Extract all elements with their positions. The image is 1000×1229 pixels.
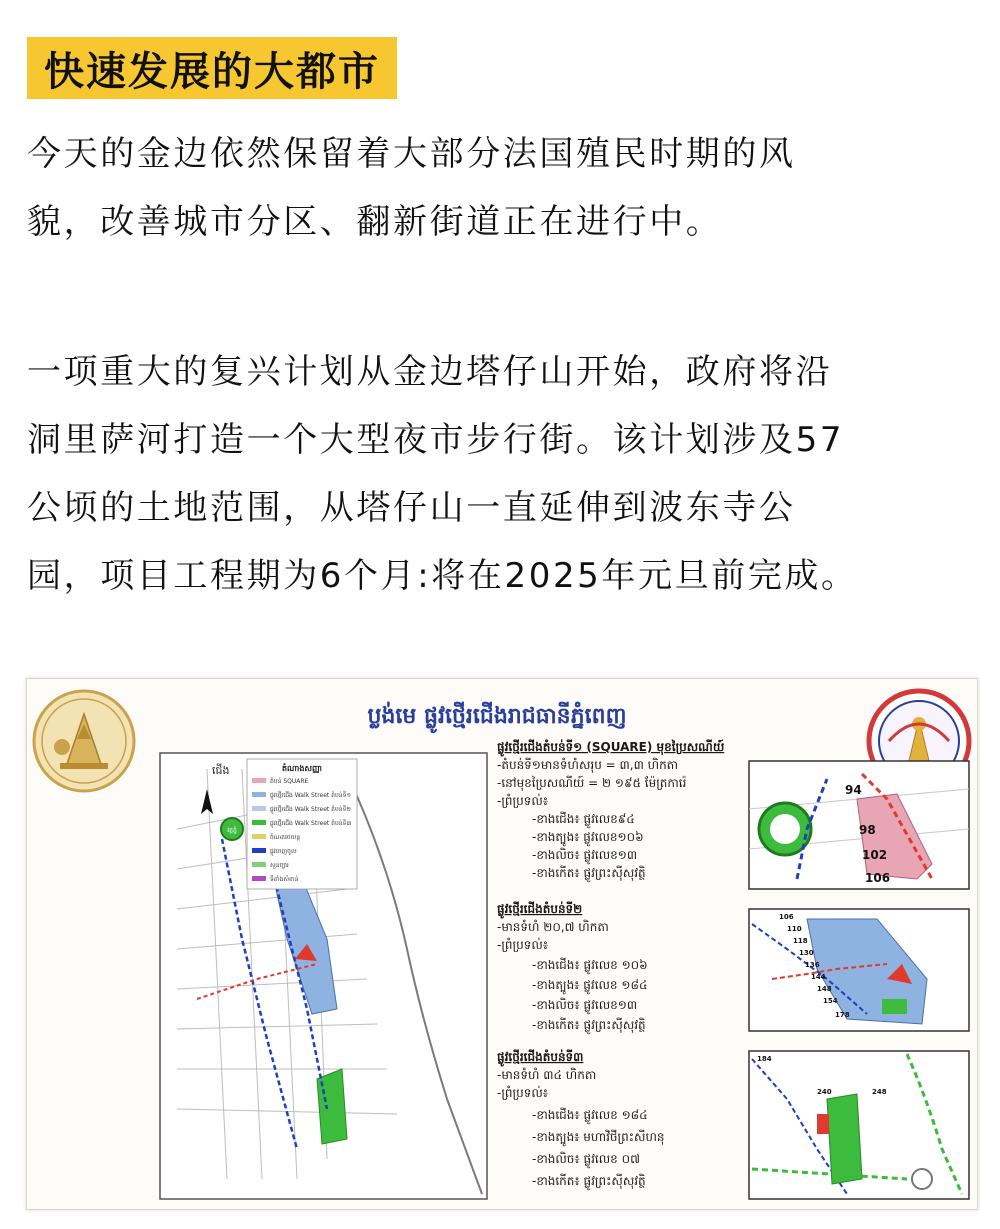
paragraph-line: 公顷的土地范围，从塔仔山一直延伸到波东寺公 xyxy=(27,488,796,528)
street-number: 184 xyxy=(757,1055,772,1063)
legend-item: ទីតាំងសំខាន់ xyxy=(270,876,299,883)
paragraph-line: 园，项目工程期为6个月:将在2025年元旦前完成。 xyxy=(27,556,858,596)
zone1-title: ផ្លូវថ្មើរជើងតំបន់ទី១ (SQUARE) មុខប្រៃសណីយ៍ xyxy=(497,740,725,754)
zone3-line: -ខាងលិច៖ ផ្លូវលេខ ០៧ xyxy=(532,1152,640,1166)
street-number: 178 xyxy=(835,1011,850,1019)
street-number: 98 xyxy=(859,823,876,837)
zone2-description xyxy=(497,901,648,1035)
plan-paragraph xyxy=(27,338,977,610)
zone2-line: -ខាងជើង៖ ផ្លូវលេខ ១០៦ xyxy=(532,958,648,972)
zone2-line: -ព្រំប្រទល់៖ xyxy=(497,938,549,952)
paragraph-line: 一项重大的复兴计划从金边塔仔山开始，政府将沿 xyxy=(27,352,833,392)
legend-title: តំណាងសញ្ញា xyxy=(281,764,323,773)
zone3-line: -ខាងត្បូង៖ មហាវិថីព្រះសីហនុ xyxy=(532,1130,665,1144)
master-plan-map-image xyxy=(26,678,978,1210)
legend-item: ផ្លូវថ្មើរជើង Walk Street តំបន់ទី៣ xyxy=(270,820,352,827)
site-label: វត្តភ្នំ xyxy=(227,827,237,834)
street-number: 110 xyxy=(787,925,802,933)
compass-label: ជើង xyxy=(212,764,230,777)
street-number: 148 xyxy=(817,985,832,993)
zone3-line: -មានទំហំ ៣៤ ហិកតា xyxy=(497,1068,597,1082)
zone3-line: -ខាងជើង៖ ផ្លូវលេខ ១៨៤ xyxy=(532,1108,648,1122)
paragraph-line: 貌，改善城市分区、翻新街道正在进行中。 xyxy=(27,202,723,242)
zone1-line: -តំបន់ទី១មានទំហំសរុប = ៣,៣ ហិកតា xyxy=(497,758,679,772)
zone2-inset-map xyxy=(749,909,969,1031)
zone3-title: ផ្លូវថ្មើរជើងតំបន់ទី៣ xyxy=(497,1050,584,1064)
street-number: 94 xyxy=(845,783,862,797)
main-map-panel xyxy=(160,753,487,1199)
zone1-line: -ខាងជើង៖ ផ្លូវលេខ៩៤ xyxy=(532,812,635,826)
city-seal-icon xyxy=(34,691,134,791)
street-number: 106 xyxy=(779,913,794,921)
zone2-line: -ខាងលិច៖ ផ្លូវលេខ១៣ xyxy=(532,998,638,1012)
zone2-line: -មានទំហំ ២០,៧ ហិកតា xyxy=(497,920,609,934)
street-number: 136 xyxy=(805,961,820,969)
zone2-line: -ខាងត្បូង៖ ផ្លូវលេខ ១៨៤ xyxy=(532,978,648,992)
zone3-inset-map xyxy=(749,1051,969,1199)
legend-item: ចំណតរថយន្ត xyxy=(270,834,301,841)
street-number: 248 xyxy=(872,1088,887,1096)
legend-item: តំបន់ SQUARE xyxy=(270,778,309,785)
zone1-description xyxy=(497,739,725,883)
street-number: 154 xyxy=(823,997,838,1005)
zone2-line: -ខាងកើត៖ ផ្លូវព្រះស៊ីសុវត្ថិ xyxy=(532,1018,646,1032)
street-number: 118 xyxy=(793,937,808,945)
street-number: 102 xyxy=(862,848,888,862)
zone1-line: -ព្រំប្រទល់៖ xyxy=(497,794,549,808)
zone1-line: -ខាងលិច៖ ផ្លូវលេខ១៣ xyxy=(532,848,638,862)
street-number: 130 xyxy=(799,949,814,957)
street-number: 144 xyxy=(811,973,826,981)
legend-item: ផ្លូវថ្មើរជើង Walk Street តំបន់ទី១ xyxy=(270,792,351,799)
paragraph-line: 今天的金边依然保留着大部分法国殖民时期的风 xyxy=(27,134,796,174)
zone1-line: -ខាងត្បូង៖ ផ្លូវលេខ១០៦ xyxy=(532,830,644,844)
street-number: 240 xyxy=(817,1088,832,1096)
map-title: ប្លង់មេ ផ្លូវថ្មើរជើងរាជធានីភ្នំពេញ xyxy=(367,704,627,729)
zone1-line: -ខាងកើត៖ ផ្លូវព្រះស៊ីសុវត្ថិ xyxy=(532,866,646,880)
paragraph-line: 洞里萨河打造一个大型夜市步行街。该计划涉及57 xyxy=(27,420,845,460)
zone1-inset-map xyxy=(749,761,969,889)
section-heading: 快速发展的大都市 xyxy=(27,37,397,99)
zone2-title: ផ្លូវថ្មើរជើងតំបន់ទី២ xyxy=(497,902,583,916)
street-number: 106 xyxy=(865,871,891,885)
map-legend xyxy=(247,759,357,889)
zone3-line: -ខាងកើត៖ ផ្លូវព្រះស៊ីសុវត្ថិ xyxy=(532,1174,646,1188)
legend-item: ផ្លូវថ្មើរជើង Walk Street តំបន់ទី២ xyxy=(270,806,351,813)
zone3-line: -ព្រំប្រទល់៖ xyxy=(497,1086,549,1100)
legend-item: សួនច្បារ xyxy=(270,862,289,869)
zone3-description xyxy=(497,1049,664,1191)
legend-item: ផ្លូវចេញចូល xyxy=(270,848,297,855)
intro-paragraph xyxy=(27,120,977,256)
zone1-line: -នៅមុខប្រៃសណីយ៍ = ២ ១៩៥ ម៉ែត្រការ៉េ xyxy=(497,776,687,790)
